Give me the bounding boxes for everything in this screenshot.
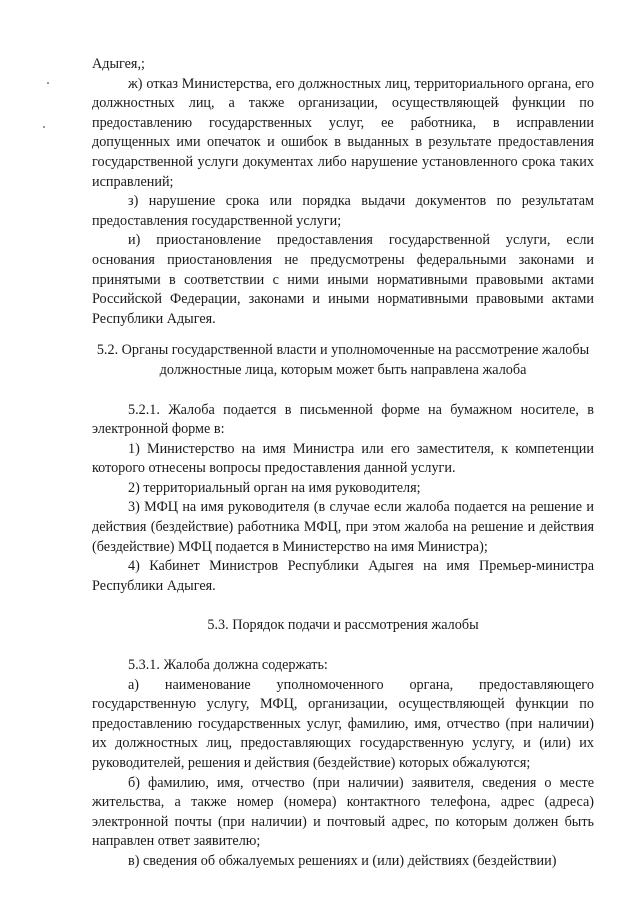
paragraph: ж) отказ Министерства, его должностных лиц, территориального органа, его должностных лиц, а также организации, осуществляющей функции по предоставлению государственных услуг, ее работника, в исправлении допущенных ими опечаток и ошибок в выданных в результате предоставления государственной услуги документах либо нарушение установленного срока таких исправлений; [92,75,594,190]
paragraph: и) приостановление предоставления государственной услуги, если основания приостановления не предусмотрены федеральными законами и принятыми в соответствии с ними иными нормативными правовыми актами Российской Федерации, законами и иными нормативными правовыми актами Республики Адыгея. [92,232,594,327]
paragraph: 2) территориальный орган на имя руководителя; [128,479,421,496]
paragraph: з) нарушение срока или порядка выдачи документов по результатам предоставления государственной услуги; [92,193,594,229]
paragraph: 3) МФЦ на имя руководителя (в случае если жалоба подается на решение и действия (бездействие) работника МФЦ, при этом жалоба на решение и действия (бездействие) МФЦ подается в Министерство на имя Министра); [92,499,594,555]
paragraph: 1) Министерство на имя Министра или его заместителя, к компетенции которого отнесены вопросы предоставления данной услуги. [92,440,594,477]
section-heading-5-3: 5.3. Порядок подачи и рассмотрения жалобы [207,617,479,634]
scan-speck [47,82,49,84]
paragraph: в) сведения об обжалуемых решениях и (или) действиях (бездействии) [128,852,557,869]
paragraph: 4) Кабинет Министров Республики Адыгея на имя Премьер-министра Республики Адыгея. [92,558,594,594]
paragraph: 5.3.1. Жалоба должна содержать: [128,657,328,674]
paragraph: б) фамилию, имя, отчество (при наличии) заявителя, сведения о месте жительства, а также номер (номера) контактного телефона, адрес (адреса) электронной почты (при наличии) и почтовый адрес, по которым должен быть направлен ответ заявителю; [92,774,594,850]
paragraph: а) наименование уполномоченного органа, предоставляющего государственную услугу, МФЦ, организации, осуществляющей функции по предоставлению государственных услуг, фамилию, имя, отчество (при наличии) их должностных лиц, предоставляющих государственную услугу, и (или) их руководителей, решения и действия (бездействие) которых обжалуются; [92,676,594,771]
scan-speck [43,126,45,128]
document-body [92,55,594,872]
paragraph: 5.2.1. Жалоба подается в письменной форме на бумажном носителе, в электронной форме в: [92,401,594,438]
paragraph: Адыгея,; [92,56,145,72]
section-heading-5-2: 5.2. Органы государственной власти и уполномоченные на рассмотрение жалобы должностные лица, которым может быть направлена жалоба [96,342,590,378]
